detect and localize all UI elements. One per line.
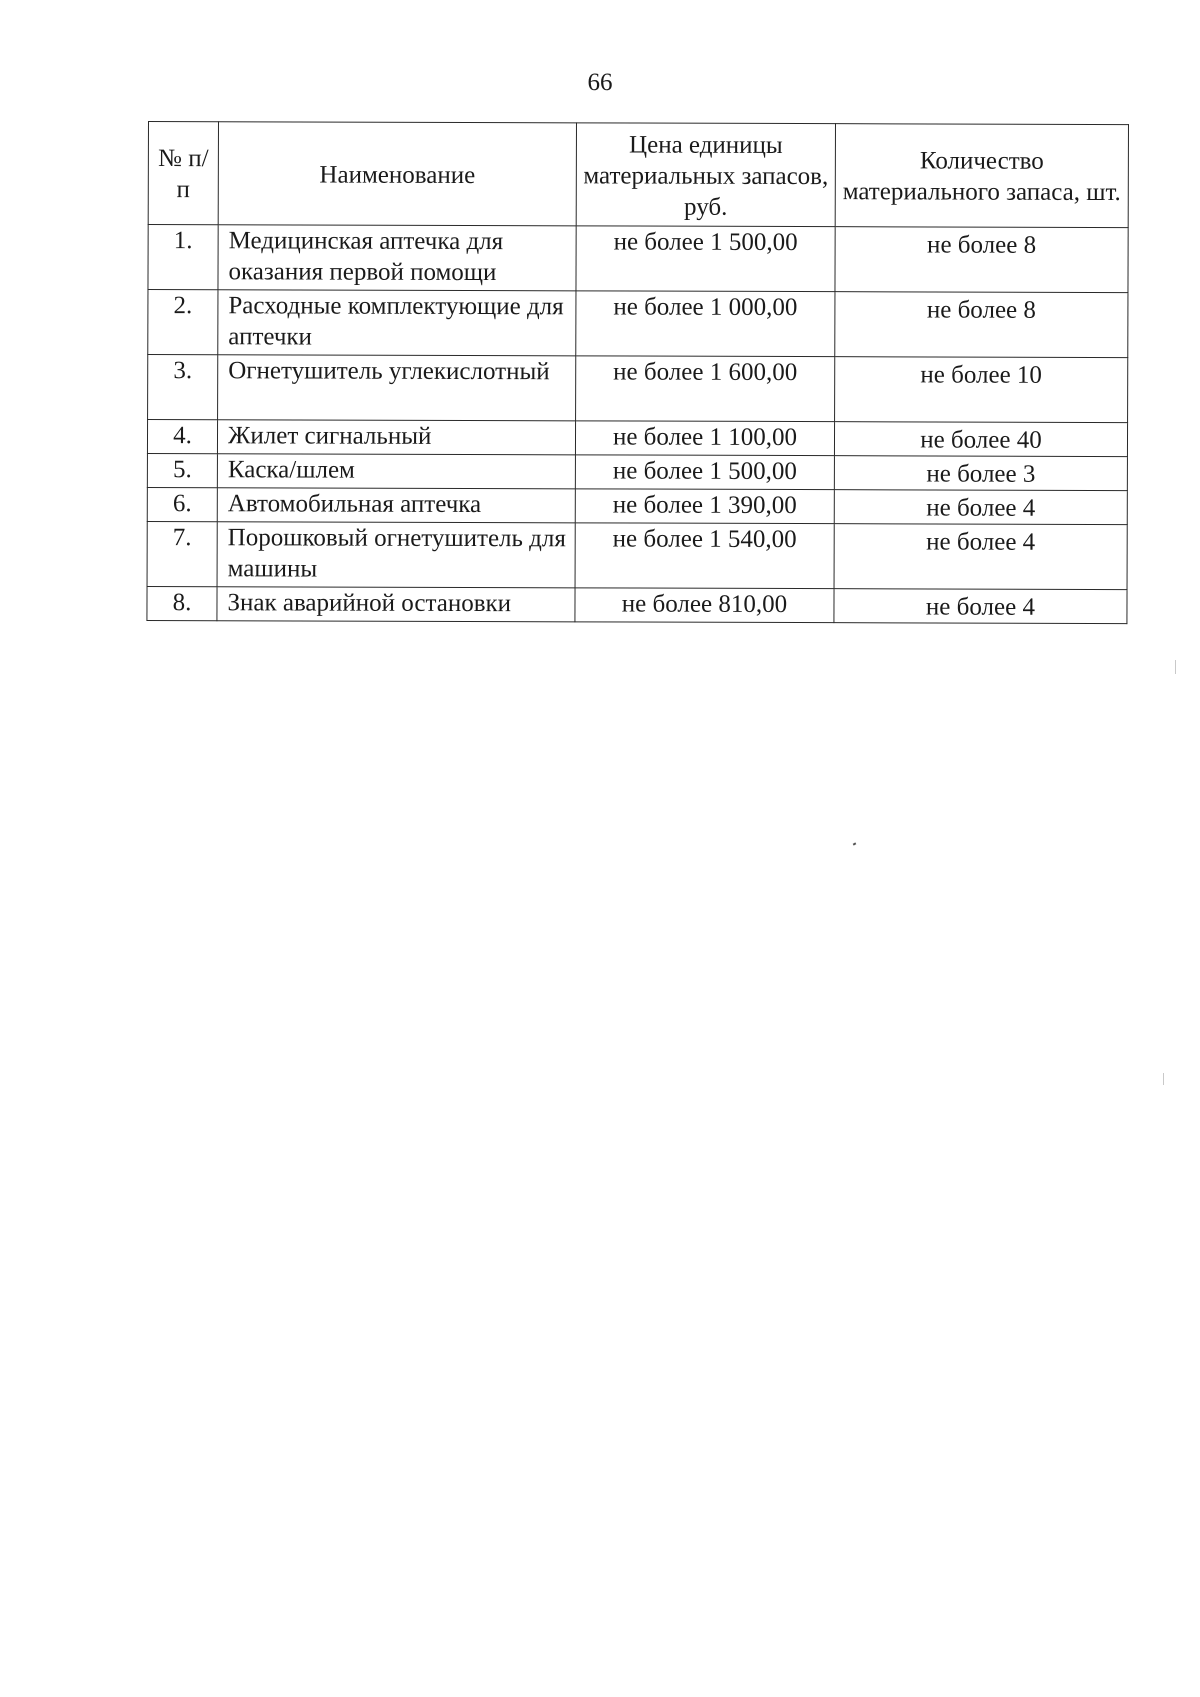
table-row <box>147 420 1127 457</box>
scan-speck <box>853 842 857 845</box>
row-qty: не более 3 <box>834 456 1127 491</box>
header-qty: Количество материального запаса, шт. <box>835 124 1128 228</box>
row-name: Расходные комплектующие для аптечки <box>218 290 576 356</box>
header-name: Наименование <box>218 122 576 226</box>
table-row <box>148 290 1128 358</box>
scan-edge-mark <box>1175 660 1176 674</box>
row-name: Порошковый огнетушитель для машины <box>217 522 575 588</box>
row-qty: не более 10 <box>835 357 1128 423</box>
row-num: 1. <box>148 225 218 290</box>
row-name: Медицинская аптечка для оказания первой помощи <box>218 225 576 291</box>
row-price: не более 1 500,00 <box>576 226 835 292</box>
row-qty: не более 4 <box>834 490 1127 525</box>
row-num: 4. <box>147 420 217 454</box>
row-name: Жилет сигнальный <box>217 420 575 455</box>
row-price: не более 1 000,00 <box>576 291 835 357</box>
row-name: Каска/шлем <box>217 454 575 489</box>
row-num: 6. <box>147 487 217 521</box>
row-num: 8. <box>147 586 217 620</box>
row-price: не более 1 390,00 <box>575 489 834 524</box>
row-qty: не более 8 <box>835 292 1128 358</box>
header-price: Цена единицы материальных запасов, руб. <box>576 123 835 227</box>
row-name: Автомобильная аптечка <box>217 488 575 523</box>
scan-edge-mark <box>1163 1073 1164 1085</box>
row-price: не более 1 600,00 <box>576 356 835 422</box>
materials-table <box>146 121 1129 624</box>
row-num: 3. <box>148 355 218 420</box>
table-row <box>147 487 1127 524</box>
header-num: № п/п <box>148 122 218 225</box>
table-row <box>147 453 1127 490</box>
row-price: не более 1 500,00 <box>575 455 834 490</box>
row-name: Огнетушитель углекислотный <box>218 355 576 421</box>
table-row <box>148 355 1128 423</box>
row-qty: не более 40 <box>834 422 1127 457</box>
table-row <box>147 521 1127 589</box>
table-row <box>147 586 1127 623</box>
page-number: 66 <box>587 69 613 96</box>
row-num: 7. <box>147 521 217 586</box>
table-header-row <box>148 122 1128 228</box>
row-num: 5. <box>147 453 217 487</box>
row-qty: не более 8 <box>835 227 1128 293</box>
row-qty: не более 4 <box>834 589 1127 624</box>
row-num: 2. <box>148 290 218 355</box>
row-qty: не более 4 <box>834 524 1127 590</box>
row-price: не более 810,00 <box>575 588 834 623</box>
row-price: не более 1 540,00 <box>575 523 834 589</box>
table-row <box>148 225 1128 293</box>
row-price: не более 1 100,00 <box>575 421 834 456</box>
row-name: Знак аварийной остановки <box>217 587 575 622</box>
